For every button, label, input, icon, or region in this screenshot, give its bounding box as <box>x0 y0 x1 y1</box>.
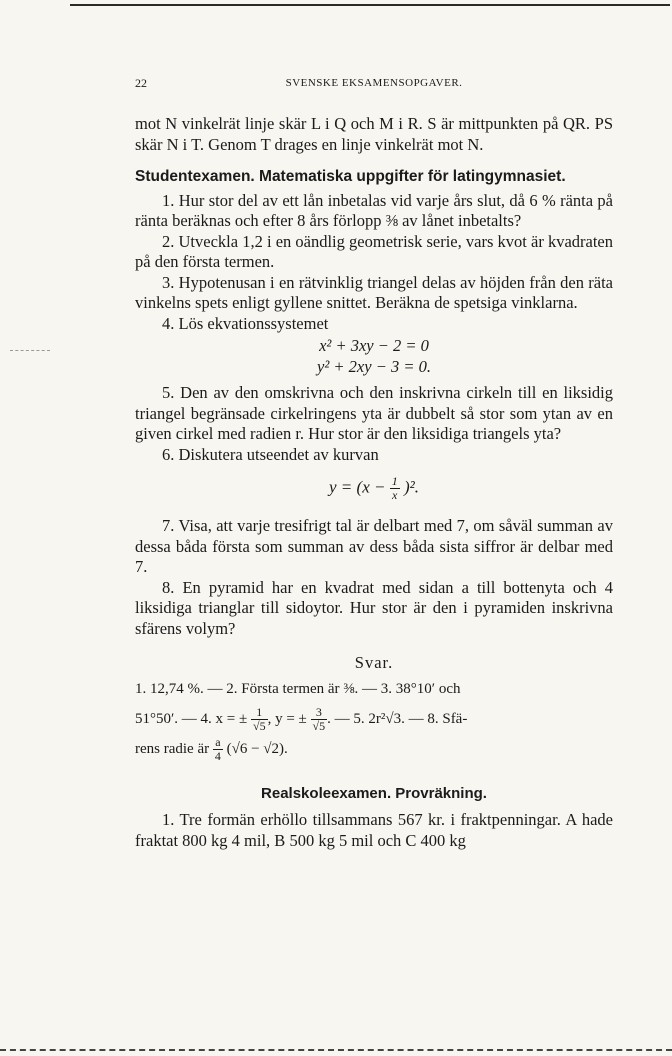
question-6: 6. Diskutera utseendet av kurvan <box>162 444 379 464</box>
question-1: 1. Hur stor del av ett lån inbetalas vid varje års slut, då 6 % ränta på ränta beräknas och efter 8 års förlopp ⅜ av lånet inbetalts? <box>135 190 613 230</box>
answer-x-numerator: 1 <box>251 706 268 720</box>
answers <box>135 674 613 764</box>
equation-system <box>135 336 613 377</box>
answer-radius-numerator: a <box>213 736 223 750</box>
curve-formula <box>135 475 613 502</box>
section-heading-studentexamen: Studentexamen. Matematiska uppgifter för latingymnasiet. <box>135 168 566 185</box>
page-number: 22 <box>135 76 147 90</box>
equation-1: x² + 3xy − 2 = 0 <box>319 336 429 355</box>
answers-line-1: 1. 12,74 %. — 2. Första termen är ⅜. — 3. 38°10′ och <box>135 680 461 697</box>
curve-fraction <box>390 475 400 502</box>
section-heading-realskoleexamen: Realskoleexamen. Provräkning. <box>261 784 487 802</box>
answer-5-8: . — 5. 2r²√3. — 8. Sfä- <box>327 710 468 727</box>
question-5: 5. Den av den omskrivna och den inskrivna cirkeln till en liksidig triangel begränsade cirkelringens yta är dubbelt så stor som ytan av en given cirkel med radien r. Hur stor är den liksidiga triangels yta? <box>135 383 613 443</box>
page-top-edge <box>70 4 670 6</box>
realskole-question-1: 1. Tre formän erhöllo tillsammans 567 kr. i fraktpenningar. A hade fraktat 800 kg 4 mil, B 500 kg 5 mil och C 400 kg <box>135 810 613 850</box>
intro-paragraph: mot N vinkelrät linje skär L i Q och M i R. S är mittpunkten på QR. PS skär N i T. Genom T drages en linje vinkelrät mot N. <box>135 114 613 154</box>
question-7: 7. Visa, att varje tresifrigt tal är delbart med 7, om såväl summan av dessa båda första som summan av dess båda sista siffror är delbar med 7. <box>135 516 613 576</box>
curve-fraction-numerator: 1 <box>391 474 398 488</box>
question-4: 4. Lös ekvationssystemet <box>162 313 329 333</box>
answer-x-fraction <box>251 706 268 733</box>
curve-lhs: y = (x − <box>329 477 386 497</box>
answer-radius-factor: (√6 − √2). <box>226 740 288 757</box>
question-3: 3. Hypotenusan i en rätvinklig triangel delas av höjden från den räta vinkelns spets enligt gyllene snittet. Beräkna de spetsiga vinklarna. <box>135 272 613 312</box>
answers-line-3 <box>135 734 613 764</box>
equation-2: y² + 2xy − 3 = 0. <box>317 356 431 376</box>
running-title: SVENSKE EKSAMENSOPGAVER. <box>285 77 463 89</box>
answer-x-denominator: √5 <box>252 718 266 733</box>
curve-rhs: )². <box>403 477 419 497</box>
page-bottom-edge <box>0 1049 672 1051</box>
question-8: 8. En pyramid har en kvadrat med sidan a till bottenyta och 4 liksidiga trianglar till sidoytor. Hur stor är den i pyramiden inskrivna sfärens volym? <box>135 577 613 638</box>
answer-y-numerator: 3 <box>311 706 328 720</box>
answers-title: Svar. <box>354 653 394 672</box>
answer-4-x: 51°50′. — 4. x = ± <box>135 710 248 727</box>
answer-4-y: , y = ± <box>267 710 307 727</box>
answers-line-2 <box>135 704 613 734</box>
scan-mark <box>10 350 50 351</box>
curve-fraction-denominator: x <box>392 488 398 502</box>
answer-y-fraction <box>311 706 328 733</box>
body-text <box>135 114 613 851</box>
answer-radius-denominator: 4 <box>214 748 221 763</box>
answer-radius-fraction <box>213 736 223 763</box>
question-2: 2. Utveckla 1,2 i en oändlig geometrisk serie, vars kvot är kvadraten på den första termen. <box>135 231 613 271</box>
answer-8-text: rens radie är <box>135 740 210 757</box>
answer-y-denominator: √5 <box>312 718 326 733</box>
